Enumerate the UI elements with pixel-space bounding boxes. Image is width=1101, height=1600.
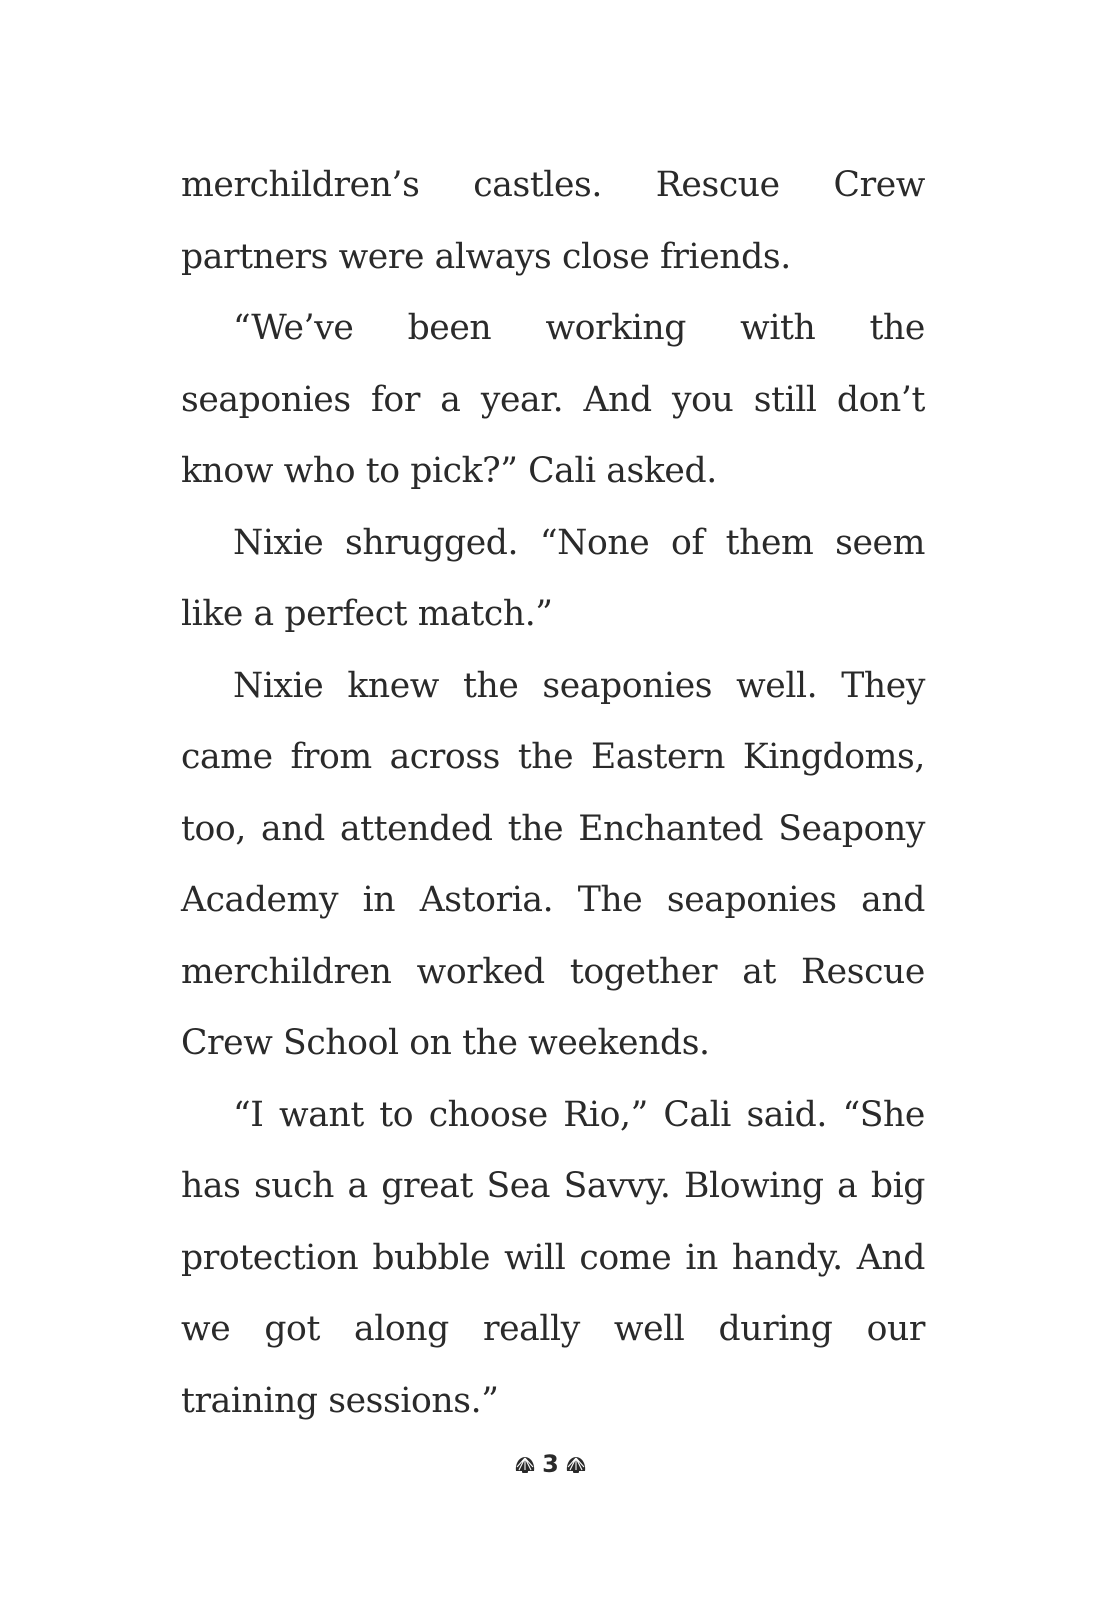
paragraph: “We’ve been working with the seaponies for a year. And you still don’t know who to pick?” Cali asked. <box>181 308 925 491</box>
page-footer <box>0 1446 1101 1482</box>
paragraph: Nixie shrugged. “None of them seem like a perfect match.” <box>181 522 925 634</box>
paragraph: “I want to choose Rio,” Cali said. “She has such a great Sea Savvy. Blowing a big protection bubble will come in handy. And we got along really well during our training sessions.” <box>181 1094 925 1421</box>
page-number: 3 <box>542 1450 559 1478</box>
paragraph: Nixie knew the seaponies well. They came from across the Eastern Kingdoms, too, and attended the Enchanted Seapony Academy in Astoria. The seaponies and merchildren worked together at Rescue Crew School on the weekends. <box>181 665 925 1063</box>
paragraph-continued: merchildren’s castles. Rescue Crew partners were always close friends. <box>181 165 925 277</box>
body-text <box>181 150 925 1437</box>
seashell-icon <box>514 1454 536 1474</box>
seashell-icon <box>565 1454 587 1474</box>
